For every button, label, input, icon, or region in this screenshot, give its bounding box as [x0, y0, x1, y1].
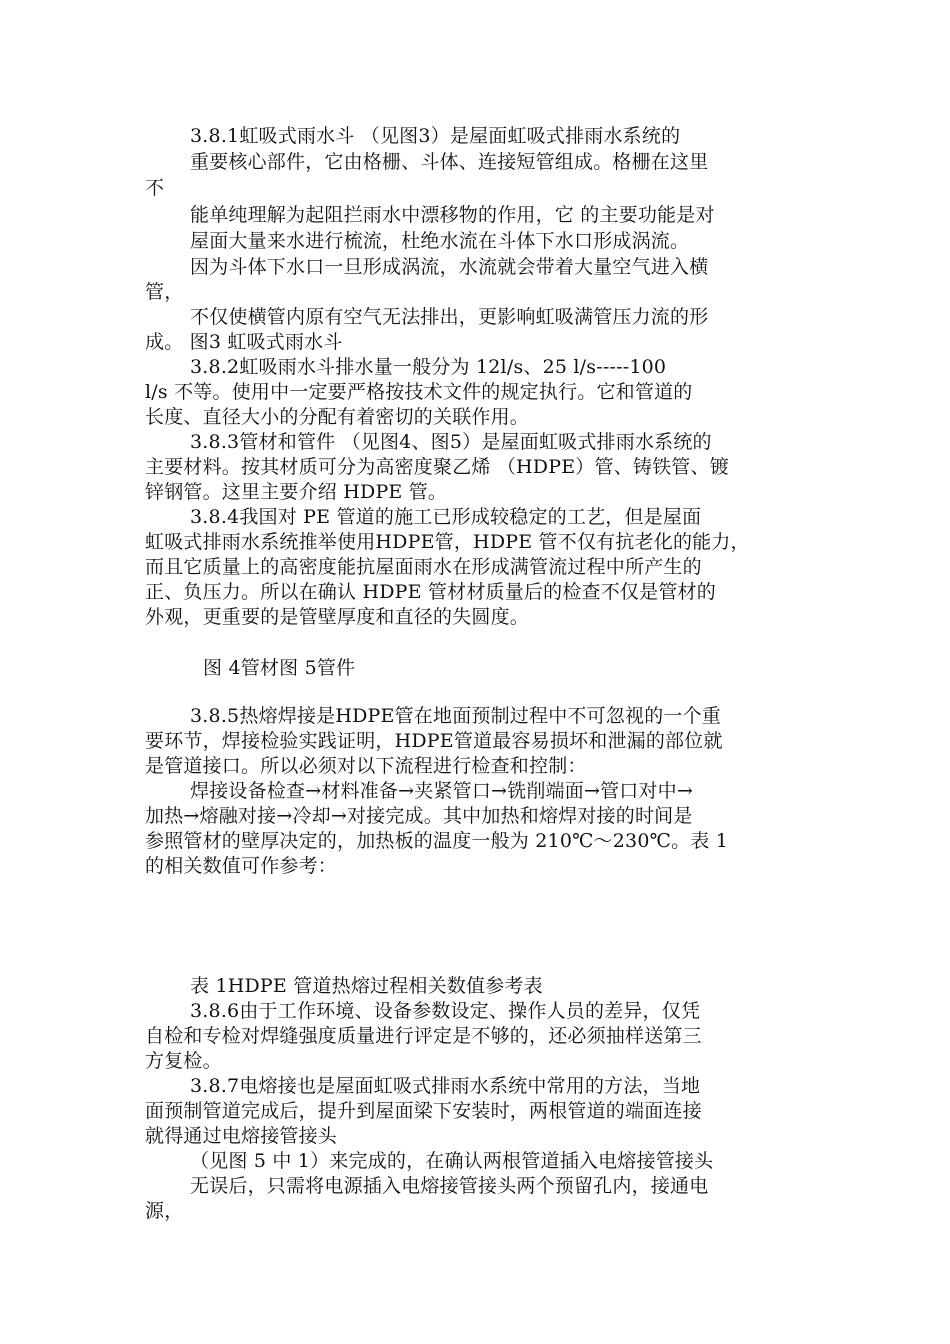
- paragraph-line: 源，: [145, 1200, 184, 1222]
- paragraph-line: l/s 不等。使用中一定要严格按技术文件的规定执行。它和管道的: [145, 381, 693, 403]
- paragraph-line: 不: [145, 177, 165, 199]
- paragraph-line: 3.8.5热熔焊接是HDPE管在地面预制过程中不可忽视的一个重: [190, 705, 722, 727]
- paragraph-line: 因为斗体下水口一旦形成涡流，水流就会带着大量空气进入横: [190, 256, 709, 278]
- paragraph-line: 管，: [145, 281, 184, 303]
- paragraph-line: 自检和专检对焊缝强度质量进行评定是不够的，还必须抽样送第三: [145, 1025, 702, 1047]
- paragraph-line: 3.8.2虹吸雨水斗排水量一般分为 12l/s、25 l/s-----100: [190, 356, 667, 378]
- paragraph-line: 3.8.4我国对 PE 管道的施工已形成较稳定的工艺，但是屋面: [190, 506, 702, 528]
- paragraph-line: 方复检。: [145, 1050, 222, 1072]
- paragraph-line: 就得通过电熔接管接头: [145, 1125, 338, 1147]
- paragraph-line: 成。 图3 虹吸式雨水斗: [145, 331, 343, 353]
- paragraph-line: 是管道接口。所以必须对以下流程进行检查和控制：: [145, 755, 587, 777]
- paragraph-line: 3.8.3管材和管件 （见图4、图5）是屋面虹吸式排雨水系统的: [190, 431, 712, 453]
- paragraph-line: 外观，更重要的是管壁厚度和直径的失圆度。: [145, 606, 530, 628]
- figure-caption: 图 4管材图 5管件: [203, 657, 356, 679]
- paragraph-line: 3.8.6由于工作环境、设备参数设定、操作人员的差异，仅凭: [190, 1000, 701, 1022]
- paragraph-line: 参照管材的壁厚决定的，加热板的温度一般为 210℃～230℃。表 1: [145, 830, 729, 852]
- paragraph-line: 3.8.7电熔接也是屋面虹吸式排雨水系统中常用的方法，当地: [190, 1075, 701, 1097]
- paragraph-line: 重要核心部件，它由格栅、斗体、连接短管组成。格栅在这里: [190, 151, 709, 173]
- paragraph-line: 虹吸式排雨水系统推举使用HDPE管，HDPE 管不仅有抗老化的能力，: [145, 531, 750, 553]
- paragraph-line: 焊接设备检查→材料准备→夹紧管口→铣削端面→管口对中→: [190, 780, 694, 802]
- paragraph-line: 要环节，焊接检验实践证明，HDPE管道最容易损坏和泄漏的部位就: [145, 730, 723, 752]
- paragraph-line: 的相关数值可作参考：: [145, 855, 338, 877]
- paragraph-line: 屋面大量来水进行梳流，杜绝水流在斗体下水口形成涡流。: [190, 230, 690, 252]
- paragraph-line: 加热→熔融对接→冷却→对接完成。其中加热和熔焊对接的时间是: [145, 805, 693, 827]
- paragraph-line: 面预制管道完成后，提升到屋面梁下安装时，两根管道的端面连接: [145, 1100, 702, 1122]
- paragraph-line: 而且它质量上的高密度能抗屋面雨水在形成满管流过程中所产生的: [145, 556, 702, 578]
- paragraph-line: 主要材料。按其材质可分为高密度聚乙烯 （HDPE）管、铸铁管、镀: [145, 456, 729, 478]
- paragraph-line: 锌钢管。这里主要介绍 HDPE 管。: [145, 481, 448, 503]
- paragraph-line: 3.8.1虹吸式雨水斗 （见图3）是屋面虹吸式排雨水系统的: [190, 125, 681, 147]
- paragraph-line: 正、负压力。所以在确认 HDPE 管材材质量后的检查不仅是管材的: [145, 581, 716, 603]
- table-caption: 表 1HDPE 管道热熔过程相关数值参考表: [190, 975, 543, 997]
- paragraph-line: 能单纯理解为起阻拦雨水中漂移物的作用，它 的主要功能是对: [190, 204, 715, 226]
- paragraph-line: 长度、直径大小的分配有着密切的关联作用。: [145, 406, 530, 428]
- paragraph-line: 不仅使横管内原有空气无法排出，更影响虹吸满管压力流的形: [190, 306, 709, 328]
- paragraph-line: 无误后，只需将电源插入电熔接管接头两个预留孔内，接通电: [190, 1175, 709, 1197]
- paragraph-line: （见图 5 中 1）来完成的，在确认两根管道插入电熔接管接头: [190, 1150, 714, 1172]
